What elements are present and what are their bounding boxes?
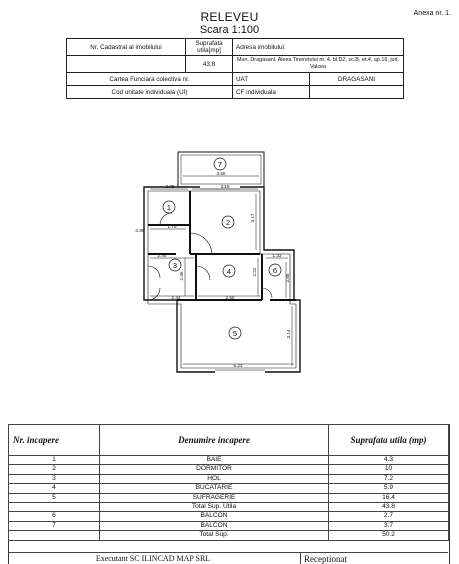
row-nr: 6 <box>9 512 100 521</box>
door-swing-kitchen <box>196 266 210 280</box>
room-number-4: 4 <box>226 267 232 276</box>
floor-plan <box>0 140 459 390</box>
scale-label: Scara 1:100 <box>199 24 260 36</box>
table-row <box>9 474 449 483</box>
table-row <box>9 493 449 502</box>
table-row <box>9 521 449 530</box>
uat-value: DRAGASANI <box>310 73 404 86</box>
table-row-total <box>9 503 449 512</box>
cf-label: CF individuala <box>233 86 310 99</box>
table-row <box>9 512 449 521</box>
cod-ui-label: Cod unitate individuala (UI) <box>67 86 233 99</box>
executant-label: Executant SC ILINCAD MAP SRL <box>95 554 211 563</box>
row-area: 7.2 <box>329 474 449 483</box>
property-info-table <box>66 38 404 99</box>
dim-living-height: 3.14 <box>286 329 291 339</box>
door-swing-bedroom <box>190 233 212 255</box>
row-name: Total Sup. <box>100 531 329 540</box>
table-row <box>9 465 449 474</box>
surface-label: Suprafata utila[mp] <box>186 39 233 56</box>
carte-funciara-label: Cartea Funciara colectiva nr. <box>67 73 233 86</box>
page-title: RELEVEU <box>200 10 259 24</box>
row-area: 50.2 <box>329 531 449 540</box>
apartment-outer-wall <box>144 187 300 372</box>
dim-balcony6-top: 1.33 <box>272 253 282 258</box>
row-name: BAIE <box>100 456 329 465</box>
dim-hall-width: 2.44 <box>157 253 167 258</box>
row-area: 10 <box>329 465 449 474</box>
table-row <box>9 484 449 493</box>
header-area: Suprafata utila (mp) <box>329 425 449 456</box>
dim-bath-left: 0.95 <box>135 228 145 233</box>
row-area: 4.3 <box>329 456 449 465</box>
row-area: 5.9 <box>329 484 449 493</box>
dim-bed-top: 3.15 <box>220 184 230 189</box>
row-nr: 7 <box>9 521 100 530</box>
room-number-5: 5 <box>232 329 238 338</box>
balcony-7-outline <box>178 152 264 187</box>
row-area: 16.4 <box>329 493 449 502</box>
dim-kitchen-height: 2.22 <box>252 267 257 277</box>
row-name: Total Sup. Utila <box>100 503 329 512</box>
header-nr: Nr. incapere <box>9 425 100 456</box>
row-nr: 5 <box>9 493 100 502</box>
cf-value <box>310 86 404 99</box>
door-swing-balcony6 <box>262 288 272 298</box>
row-nr: 2 <box>9 465 100 474</box>
row-nr <box>9 531 100 540</box>
dim-living-width: 5.23 <box>233 363 243 368</box>
room-number-7: 7 <box>217 160 223 169</box>
dim-hall-height: 2.35 <box>179 271 184 281</box>
uat-label: UAT <box>233 73 310 86</box>
row-nr: 1 <box>9 456 100 465</box>
room-number-1: 1 <box>166 203 172 212</box>
door-swing-hall <box>148 266 160 278</box>
row-name: SUFRAGERIE <box>100 493 329 502</box>
footer-divider <box>8 552 448 553</box>
cadastral-label: Nr. Cadastral al imobilului <box>67 39 186 56</box>
table-row-total <box>9 531 449 540</box>
door-swing-entry <box>148 288 160 300</box>
rooms-table <box>8 424 449 541</box>
row-name: HOL <box>100 474 329 483</box>
row-area: 2.7 <box>329 512 449 521</box>
table-row <box>9 456 449 465</box>
row-name: BALCON <box>100 512 329 521</box>
row-name: BUCATARIE <box>100 484 329 493</box>
row-area: 3.7 <box>329 521 449 530</box>
room-number-3: 3 <box>172 261 178 270</box>
dim-bath-width: 1.70 <box>167 224 177 229</box>
dim-hall-top: 2.05 <box>165 184 175 189</box>
apartment-inner-wall <box>148 191 296 368</box>
room-number-2: 2 <box>225 218 231 227</box>
dim-bed-right: 3.17 <box>250 213 255 223</box>
receptionat-label: Receptionat <box>304 554 347 564</box>
surface-value: 43.8 <box>186 56 233 73</box>
header-name: Denumire incapere <box>100 425 329 456</box>
cadastral-value <box>67 56 186 73</box>
row-name: DORMITOR <box>100 465 329 474</box>
annex-number: Anexa nr. 1. <box>413 10 451 17</box>
row-nr: 3 <box>9 474 100 483</box>
dim-balcony-width: 3.50 <box>216 171 226 176</box>
dim-kitchen-width: 2.60 <box>225 295 235 300</box>
row-area: 43.8 <box>329 503 449 512</box>
address-value: Mun. Dragasani, Aleea Tineretului nr. 4, bl.D2, sc.B, et.4, ap.16, jud. Valcea <box>233 56 404 73</box>
row-name: BALCON <box>100 521 329 530</box>
row-nr: 4 <box>9 484 100 493</box>
room-number-6: 6 <box>272 266 278 275</box>
row-nr <box>9 503 100 512</box>
address-label: Adresa imobilului: <box>233 39 404 56</box>
dim-hall-bottom: 2.44 <box>171 295 181 300</box>
dim-balcony6-height: 2.85 <box>285 273 290 283</box>
